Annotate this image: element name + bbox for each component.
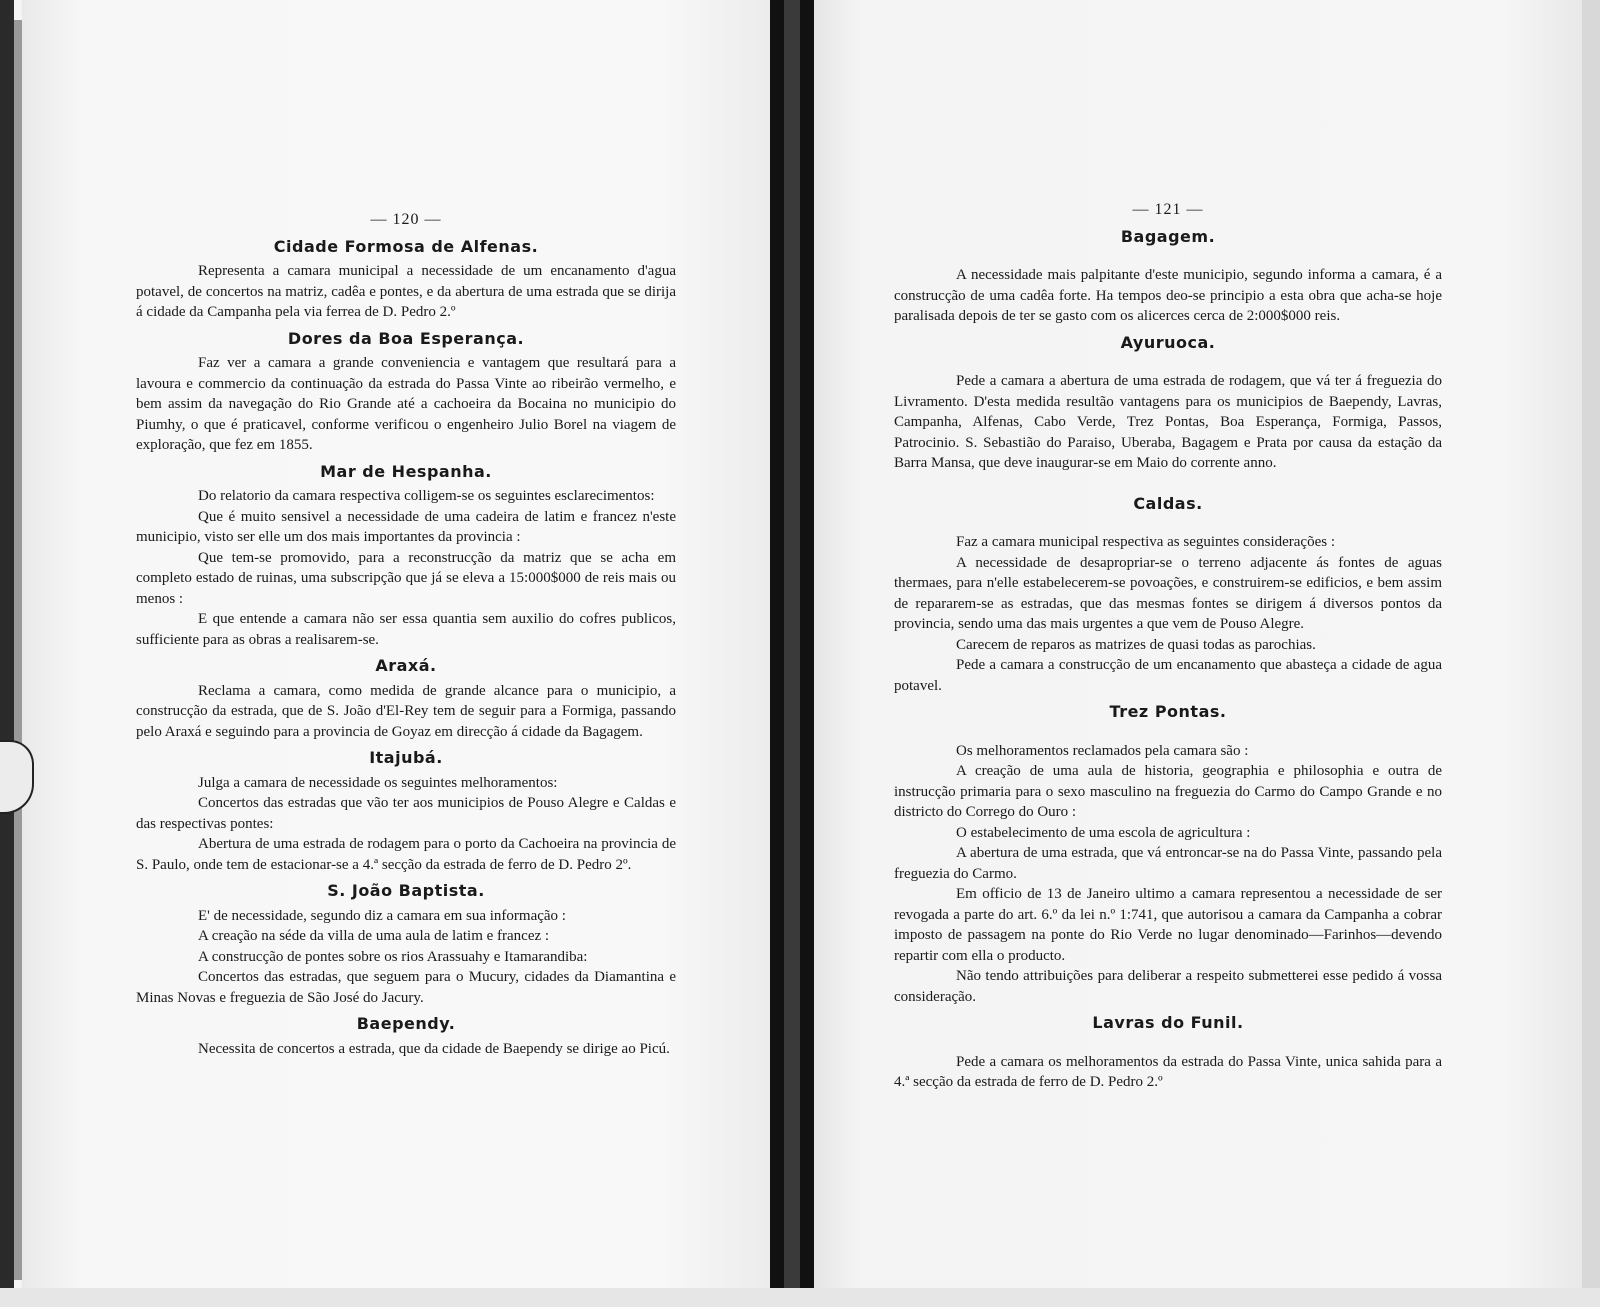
section-heading: S. João Baptista. <box>327 881 485 900</box>
paragraph: Faz ver a camara a grande conveniencia e vantagem que resultará para a lavoura e commercio da continuação da estrada do Passa Vinte ao ribeirão vermelho, e bem assim da navegação do Rio Grande até a cachoeira da Bocaina no municipio do Piumhy, o que é praticavel, conforme verificou o engenheiro Julio Borel na viagem de exploração, que fez em 1855. <box>136 355 676 453</box>
section-heading: Baependy. <box>356 1014 456 1033</box>
book-edge-left <box>0 0 14 1307</box>
paragraph: A necessidade mais palpitante d'este municipio, segundo informa a camara, é a construcção de uma cadêa forte. Ha tempos deo-se principio a esta obra que acha-se hoje paralisada depois de ter se gasto com os alicerces cerca de 2:000$000 reis. <box>894 267 1442 324</box>
paragraph: Do relatorio da camara respectiva colligem-se os seguintes esclarecimentos: <box>198 488 655 504</box>
page-stack-left <box>14 20 22 1280</box>
section-heading: Cidade Formosa de Alfenas. <box>273 236 539 256</box>
paragraph: Pede a camara os melhoramentos da estrada do Passa Vinte, unica sahida para a 4.ª secção da estrada de ferro de D. Pedro 2.º <box>894 1053 1442 1090</box>
paragraph: Abertura de uma estrada de rodagem para o porto da Cachoeira na provincia de S. Paulo, onde tem de estacionar-se a 4.ª secção da estrada de ferro de D. Pedro 2º. <box>136 836 676 873</box>
paragraph: Faz a camara municipal respectiva as seguintes considerações : <box>956 534 1336 550</box>
paragraph: A construcção de pontes sobre os rios Arassuahy e Itamarandiba: <box>198 948 588 965</box>
section-heading: Trez Pontas. <box>1109 702 1227 721</box>
paragraph: Julga a camara de necessidade os seguintes melhoramentos: <box>198 774 558 791</box>
paragraph: A abertura de uma estrada, que vá entroncar-se na do Passa Vinte, passando pela freguezia do Carmo. <box>894 845 1442 882</box>
section-heading: Lavras do Funil. <box>1092 1013 1244 1032</box>
paragraph: A creação de uma aula de historia, geographia e philosophia e outra de instrucção primaria para o sexo masculino na freguezia do Carmo do Campo Grande e no districto do Corrego do Ouro : <box>894 763 1442 820</box>
scan-bottom-edge <box>0 1288 1600 1307</box>
section-heading: Mar de Hespanha. <box>320 461 492 481</box>
section-heading: Itajubá. <box>369 748 443 767</box>
paragraph: A necessidade de desapropriar-se o terreno adjacente ás fontes de aguas thermaes, para n'elle estabelecerem-se povoações, e construirem-se edificios, e bem assim de repararem-se as estradas, que das mesmas fontes se dirigem á diversos pontos da provincia, sendo uma das mais urgentes a que vem de Pouso Alegre. <box>894 554 1442 632</box>
paragraph: Carecem de reparos as matrizes de quasi todas as parochias. <box>956 636 1316 653</box>
gutter-shadow <box>784 0 800 1307</box>
paragraph: Necessita de concertos a estrada, que da cidade de Baependy se dirige ao Picú. <box>198 1040 670 1057</box>
spacer <box>894 251 1442 265</box>
paragraph: Que tem-se promovido, para a reconstrucção da matriz que se acha em completo estado de ruinas, uma subscripção que já se eleva a 15:000$000 de reis mais ou menos : <box>136 549 676 607</box>
paragraph: Concertos das estradas que vão ter aos municipios de Pouso Alegre e Caldas e das respectivas pontes: <box>136 795 676 832</box>
paragraph: Que é muito sensivel a necessidade de uma cadeira de latim e francez n'este municipio, visto ser elle um dos mais importantes da provincia : <box>136 508 676 545</box>
left-page <box>22 0 770 1288</box>
section-heading: Ayuruoca. <box>1120 332 1216 352</box>
spacer <box>894 727 1442 741</box>
spacer <box>894 357 1442 371</box>
section-heading: Caldas. <box>1133 493 1203 513</box>
spacer <box>894 518 1442 532</box>
right-page-text <box>894 200 1442 1093</box>
spacer <box>894 474 1442 488</box>
paragraph: O estabelecimento de uma escola de agricultura : <box>956 824 1251 841</box>
section-heading: Dores da Boa Esperança. <box>287 328 525 348</box>
paragraph: E que entende a camara não ser essa quantia sem auxilio do cofres publicos, sufficiente para as obras a realisarem-se. <box>136 611 676 648</box>
section-heading: Araxá. <box>375 656 437 675</box>
paragraph: E' de necessidade, segundo diz a camara em sua informação : <box>198 907 566 924</box>
page-stack-right <box>1582 0 1600 1307</box>
paragraph: Reclama a camara, como medida de grande alcance para o municipio, a construcção da estrada, que de S. João d'El-Rey tem de seguir para a Formiga, passando pelo Araxá e seguindo para a provincia de Goyaz em direcção á cidade da Bagagem. <box>136 682 676 740</box>
paragraph: Pede a camara a abertura de uma estrada de rodagem, que vá ter á freguezia do Livramento. D'esta medida resultão vantagens para os municipios de Baependy, Lavras, Campanha, Alfenas, Cabo Verde, Trez Pontas, Boa Esperança, Formiga, Passos, Patrocinio. S. Sebastião do Paraiso, Uberaba, Bagagem e Prata por causa da estação da Barra Mansa, que deve inaugurar-se em Maio do corrente anno. <box>894 373 1442 471</box>
left-page-text <box>136 210 676 1059</box>
page-number: — 121 — <box>1132 201 1204 218</box>
section-heading: Bagagem. <box>1120 226 1216 246</box>
paragraph: Não tendo attribuições para deliberar a respeito submetterei esse pedido á vossa consideração. <box>894 968 1442 1005</box>
spacer <box>894 1038 1442 1052</box>
paragraph: Concertos das estradas, que seguem para o Mucury, cidades da Diamantina e Minas Novas e freguezia de São José do Jacury. <box>136 969 676 1006</box>
paragraph: Em officio de 13 de Janeiro ultimo a camara representou a necessidade de ser revogada a parte do art. 6.º da lei n.º 1:741, que autorisou a camara da Campanha a cobrar imposto de passagem na ponte do Rio Verde no lugar denominado—Farinhos—devendo repartir com ella o producto. <box>894 886 1442 964</box>
paragraph: Pede a camara a construcção de um encanamento que abasteça a cidade de agua potavel. <box>894 657 1442 694</box>
paragraph: Os melhoramentos reclamados pela camara são : <box>956 742 1249 759</box>
paragraph: A creação na séde da villa de uma aula de latim e francez : <box>198 928 550 944</box>
right-page <box>814 0 1582 1288</box>
paragraph: Representa a camara municipal a necessidade de um encanamento d'agua potavel, de concertos na matriz, cadêa e pontes, e da abertura de uma estrada que se dirija á cidade da Campanha pela via ferrea de D. Pedro 2.º <box>136 263 676 320</box>
page-number: — 120 — <box>370 211 442 228</box>
